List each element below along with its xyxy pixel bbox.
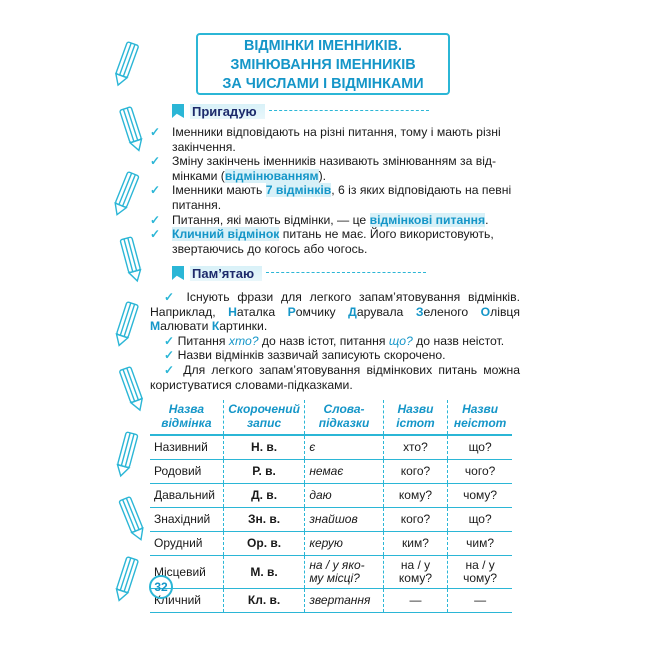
list-item-text: ). xyxy=(318,168,327,183)
term-highlight: відмінюванням xyxy=(224,168,319,183)
list-item-text: . xyxy=(485,212,489,227)
mnemonic-word: Наталка xyxy=(228,304,288,319)
list-item-text: Питання, які мають відмінки, — це xyxy=(172,212,370,227)
recall-list xyxy=(150,125,520,256)
table-cell: Називний xyxy=(150,435,223,460)
cases-table xyxy=(150,400,512,613)
table-cell: Родовий xyxy=(150,460,223,484)
column-header: Назва відмінка xyxy=(150,400,223,435)
table-cell: Місцевий xyxy=(150,556,223,589)
table-cell: чим? xyxy=(448,532,512,556)
list-item-text: , 6 із яких відповідають на певні питання. xyxy=(172,183,512,212)
table-cell: знайшов xyxy=(305,508,383,532)
abbrev-paragraph xyxy=(150,348,520,363)
term-highlight: Кличний відмінок xyxy=(172,227,280,242)
table-cell: керую xyxy=(305,532,383,556)
bookmark-icon xyxy=(172,266,184,280)
table-cell: що? xyxy=(448,435,512,460)
title-line-3: ЗА ЧИСЛАМИ І ВІДМІНКАМИ xyxy=(222,76,424,92)
table-row xyxy=(150,532,512,556)
checkmark-icon: ✓ xyxy=(150,154,161,169)
page-number: 32 xyxy=(149,575,173,599)
table-row xyxy=(150,556,512,589)
recall-heading-label: Пригадую xyxy=(190,104,265,119)
table-cell: немає xyxy=(305,460,383,484)
table-cell: на / у кому? xyxy=(383,556,448,589)
mnemonic-word: Картинки. xyxy=(211,319,268,334)
paragraph-text: Для легкого запам’ятовування відмінкових питань можна користуватися словами-підказками. xyxy=(150,362,520,392)
table-cell: що? xyxy=(448,508,512,532)
list-item xyxy=(150,213,520,228)
table-cell: М. в. xyxy=(223,556,305,589)
question-word: що? xyxy=(388,333,413,348)
table-cell: чого? xyxy=(448,460,512,484)
checkmark-icon: ✓ xyxy=(164,348,175,363)
table-cell: — xyxy=(448,589,512,613)
table-cell: звертання xyxy=(305,589,383,613)
title-line-1: ВІДМІНКИ ІМЕННИКІВ. xyxy=(243,38,403,54)
checkmark-icon: ✓ xyxy=(164,290,179,304)
hints-paragraph xyxy=(150,363,520,392)
list-item-text: Іменники відповідають на різні питання, тому і мають різні закінчення. xyxy=(172,125,501,154)
table-row xyxy=(150,589,512,613)
remember-heading xyxy=(172,265,426,281)
list-item xyxy=(150,183,520,212)
term-highlight: 7 відмінків xyxy=(265,183,332,198)
mnemonic-word: Ромчику xyxy=(287,304,349,319)
table-cell: Ор. в. xyxy=(223,532,305,556)
checkmark-icon: ✓ xyxy=(150,227,161,242)
table-row xyxy=(150,460,512,484)
list-item-text: питань не має. Його використовують, звертаючись до когось або чогось. xyxy=(172,227,494,256)
remember-heading-label: Пам’ятаю xyxy=(190,266,262,281)
column-header: Слова-підказки xyxy=(305,400,383,435)
table-cell: ким? xyxy=(383,532,448,556)
paragraph-text: Назви відмінків зазвичай записують скорочено. xyxy=(177,348,446,363)
table-cell: кого? xyxy=(383,460,448,484)
list-item-text: Зміну закінчень іменників називають змінюванням за від-мінками ( xyxy=(172,154,497,183)
checkmark-icon: ✓ xyxy=(164,333,175,348)
checkmark-icon: ✓ xyxy=(150,212,161,227)
checkmark-icon: ✓ xyxy=(164,362,178,377)
table-cell: Кличний xyxy=(150,589,223,613)
table-cell: — xyxy=(383,589,448,613)
heading-divider xyxy=(269,110,429,112)
question-word: хто? xyxy=(228,333,259,348)
list-item xyxy=(150,154,520,183)
table-cell: даю xyxy=(305,484,383,508)
paragraph-text: Існують фрази для легкого запам’ятовування відмінків. Наприклад, xyxy=(150,290,520,319)
table-row xyxy=(150,508,512,532)
pencil-border-decoration xyxy=(112,40,146,610)
table-row xyxy=(150,484,512,508)
recall-heading xyxy=(172,103,429,119)
table-cell: кого? xyxy=(383,508,448,532)
table-row xyxy=(150,435,512,460)
table-cell: Знахідний xyxy=(150,508,223,532)
table-header-row xyxy=(150,400,512,435)
table-cell: чому? xyxy=(448,484,512,508)
checkmark-icon: ✓ xyxy=(150,183,161,198)
list-item-text: Іменники мають xyxy=(172,183,266,198)
table-cell: на / у чому? xyxy=(448,556,512,589)
table-cell: Н. в. xyxy=(223,435,305,460)
title-line-2: ЗМІНЮВАННЯ ІМЕННИКІВ xyxy=(230,57,416,73)
term-highlight: відмінкові питання xyxy=(369,212,486,227)
table-cell: хто? xyxy=(383,435,448,460)
table-cell: Орудний xyxy=(150,532,223,556)
mnemonic-word: Олівця xyxy=(480,304,521,319)
table-cell: Зн. в. xyxy=(223,508,305,532)
bookmark-icon xyxy=(172,104,184,118)
mnemonic-word: Дарувала xyxy=(348,304,416,319)
mnemonic-word: Малювати xyxy=(150,319,212,334)
mnemonic-word: Зеленого xyxy=(415,304,481,319)
column-header: Скорочений запис xyxy=(223,400,305,435)
table-cell: Давальний xyxy=(150,484,223,508)
list-item xyxy=(150,125,520,154)
table-cell: Д. в. xyxy=(223,484,305,508)
table-cell: Р. в. xyxy=(223,460,305,484)
mnemonic-paragraph xyxy=(150,290,520,334)
remember-text xyxy=(150,290,520,392)
table-cell: на / у яко-му місці? xyxy=(305,556,383,589)
heading-divider xyxy=(266,272,426,274)
page-title xyxy=(196,33,450,95)
table-cell: кому? xyxy=(383,484,448,508)
questions-paragraph: ✓ Питання хто? до назв істот, питання що? до назв неістот. xyxy=(164,333,505,348)
column-header: Назви неістот xyxy=(448,400,512,435)
table-cell: Кл. в. xyxy=(223,589,305,613)
table-cell: є xyxy=(305,435,383,460)
list-item xyxy=(150,227,520,256)
column-header: Назви істот xyxy=(383,400,448,435)
checkmark-icon: ✓ xyxy=(150,125,161,139)
